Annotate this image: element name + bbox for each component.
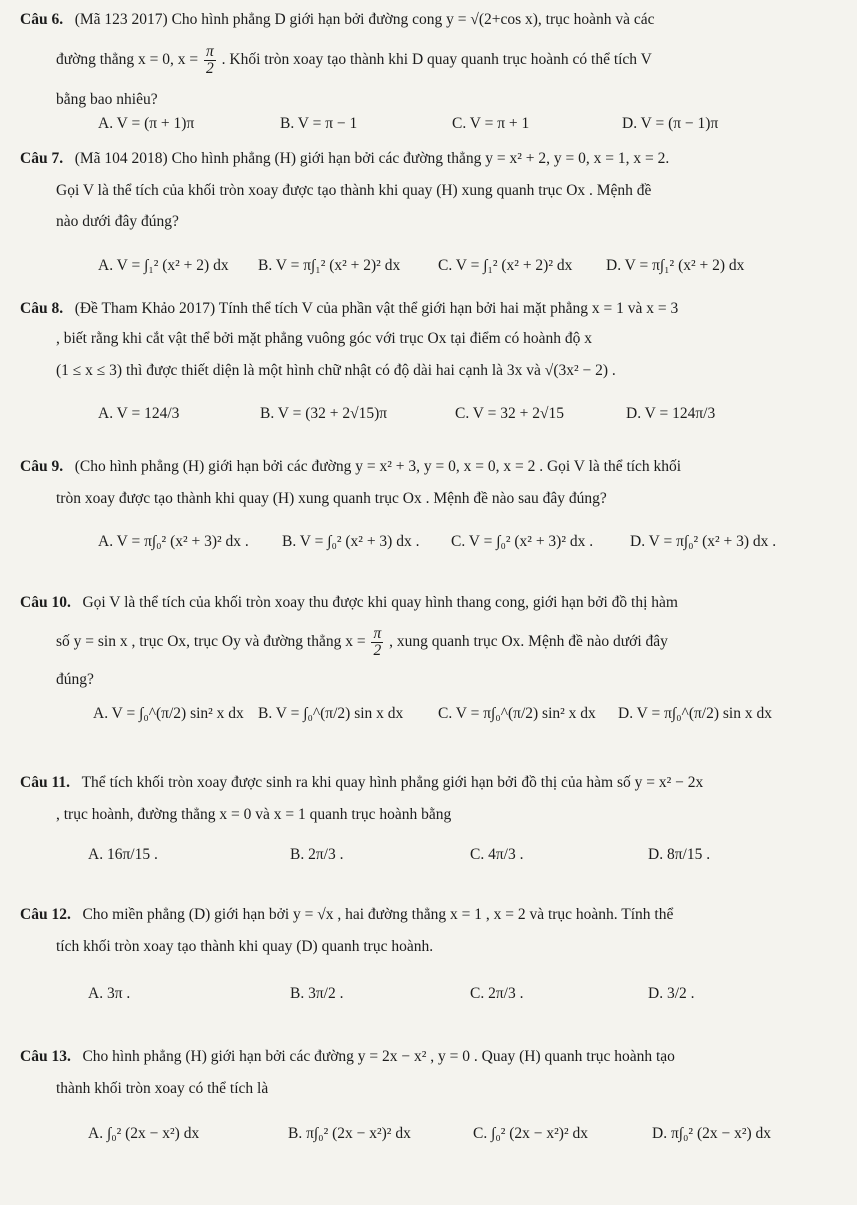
q10-option-b[interactable]: B. V = ∫₀^(π/2) sin x dx: [258, 705, 404, 722]
q6-fraction: $\frac{\pi}{2}$: [206, 43, 214, 77]
q13-option-d[interactable]: D. π∫₀² (2x − x²) dx: [652, 1125, 772, 1142]
q10-text2a: số y = sin x , trục Ox, trục Oy và đường thẳng x =: [56, 633, 366, 651]
q10-line1: [20, 594, 678, 612]
q7-option-c[interactable]: C. V = ∫₁² (x² + 2)² dx: [438, 257, 573, 274]
q9-option-a[interactable]: A. V = π∫₀² (x² + 3)² dx .: [98, 533, 249, 550]
q11-option-a[interactable]: A. 16π/15 .: [88, 846, 158, 863]
q7-option-b[interactable]: B. V = π∫₁² (x² + 2)² dx: [258, 257, 401, 274]
q7-line1: [20, 150, 669, 168]
q9-line1: [20, 458, 681, 476]
q13-line1: [20, 1048, 675, 1066]
q11-line2: , trục hoành, đường thẳng x = 0 và x = 1 quanh trục hoành bằng: [56, 806, 452, 823]
q7-line3: nào dưới đây đúng?: [56, 213, 179, 230]
q8-option-b[interactable]: B. V = (32 + 2√15)π: [260, 405, 388, 422]
q13-label: Câu 13.: [20, 1048, 71, 1065]
q12-label: Câu 12.: [20, 906, 71, 923]
q11-line1: [20, 774, 703, 792]
q11-option-b[interactable]: B. 2π/3 .: [290, 846, 344, 863]
q6-label: Câu 6.: [20, 11, 64, 28]
q11-label: Câu 11.: [20, 774, 70, 791]
q12-option-a[interactable]: A. 3π .: [88, 985, 131, 1002]
q11-option-c[interactable]: C. 4π/3 .: [470, 846, 524, 863]
q6-option-c[interactable]: C. V = π + 1: [452, 115, 530, 132]
q7-option-d[interactable]: D. V = π∫₁² (x² + 2) dx: [606, 257, 745, 274]
q8-option-c[interactable]: C. V = 32 + 2√15: [455, 405, 564, 422]
q6-option-d[interactable]: D. V = (π − 1)π: [622, 115, 719, 132]
q6-text1: (Mã 123 2017) Cho hình phẳng D giới hạn bởi đường cong y = √(2+cos x), trục hoành và các: [74, 11, 655, 28]
q12-option-c[interactable]: C. 2π/3 .: [470, 985, 524, 1002]
q8-label: Câu 8.: [20, 300, 64, 317]
q9-option-c[interactable]: C. V = ∫₀² (x² + 3)² dx .: [451, 533, 594, 550]
q11-text1: Thể tích khối tròn xoay được sinh ra khi quay hình phẳng giới hạn bởi đồ thị của hàm số y = x² − 2x: [81, 774, 704, 791]
q10-option-a[interactable]: A. V = ∫₀^(π/2) sin² x dx: [93, 705, 244, 722]
q11-option-d[interactable]: D. 8π/15 .: [648, 846, 711, 863]
q6-text2b: . Khối tròn xoay tạo thành khi D quay quanh trục hoành có thể tích V: [221, 51, 652, 69]
q6-option-a[interactable]: A. V = (π + 1)π: [98, 115, 195, 132]
q6-line2: [56, 44, 652, 77]
q10-fraction: $\frac{\pi}{2}$: [373, 625, 382, 659]
q13-option-b[interactable]: B. π∫₀² (2x − x²)² dx: [288, 1125, 411, 1142]
q13-line2: thành khối tròn xoay có thể tích là: [56, 1080, 269, 1097]
q10-option-c[interactable]: C. V = π∫₀^(π/2) sin² x dx: [438, 705, 596, 722]
q10-text2b: , xung quanh trục Ox. Mệnh đề nào dưới đây: [389, 633, 668, 651]
q6-line3: bằng bao nhiêu?: [56, 91, 158, 108]
q9-line2: tròn xoay được tạo thành khi quay (H) xung quanh trục Ox . Mệnh đề nào sau đây đúng?: [56, 490, 607, 507]
q6-option-b[interactable]: B. V = π − 1: [280, 115, 358, 132]
q6-line1: [20, 11, 655, 29]
q13-option-a[interactable]: A. ∫₀² (2x − x²) dx: [88, 1125, 200, 1142]
q9-label: Câu 9.: [20, 458, 64, 475]
q8-option-d[interactable]: D. V = 124π/3: [626, 405, 716, 422]
q8-line3: (1 ≤ x ≤ 3) thì được thiết diện là một hình chữ nhật có độ dài hai cạnh là 3x và √(3x² − 2) .: [56, 362, 616, 379]
q7-label: Câu 7.: [20, 150, 64, 167]
q9-option-b[interactable]: B. V = ∫₀² (x² + 3) dx .: [282, 533, 420, 550]
q9-text1: (Cho hình phẳng (H) giới hạn bởi các đường y = x² + 3, y = 0, x = 0, x = 2 . Gọi V là thể tích khối: [74, 458, 682, 475]
q8-option-a[interactable]: A. V = 124/3: [98, 405, 180, 422]
q12-option-d[interactable]: D. 3/2 .: [648, 985, 695, 1002]
q9-option-d[interactable]: D. V = π∫₀² (x² + 3) dx .: [630, 533, 777, 550]
q10-label: Câu 10.: [20, 594, 71, 611]
q12-option-b[interactable]: B. 3π/2 .: [290, 985, 344, 1002]
q10-text1: Gọi V là thể tích của khối tròn xoay thu được khi quay hình thang cong, giới hạn bởi đồ thị hàm: [82, 594, 678, 611]
q13-option-c[interactable]: C. ∫₀² (2x − x²)² dx: [473, 1125, 588, 1142]
q12-line2: tích khối tròn xoay tạo thành khi quay (D) quanh trục hoành.: [56, 938, 434, 955]
q10-option-d[interactable]: D. V = π∫₀^(π/2) sin x dx: [618, 705, 772, 722]
q10-line3: đúng?: [56, 671, 94, 688]
q7-option-a[interactable]: A. V = ∫₁² (x² + 2) dx: [98, 257, 229, 274]
q8-text1: (Đề Tham Khảo 2017) Tính thể tích V của phần vật thể giới hạn bởi hai mặt phẳng x = 1 và x = 3: [74, 300, 679, 317]
q6-text2a: đường thẳng x = 0, x =: [56, 51, 199, 69]
q8-line1: [20, 300, 678, 318]
q8-line2: , biết rằng khi cắt vật thể bởi mặt phẳng vuông góc với trục Ox tại điểm có hoành độ x: [56, 330, 592, 347]
q7-text1: (Mã 104 2018) Cho hình phẳng (H) giới hạn bởi các đường thẳng y = x² + 2, y = 0, x = 1, x = 2.: [74, 150, 670, 167]
q7-line2: Gọi V là thể tích của khối tròn xoay được tạo thành khi quay (H) xung quanh trục Ox . Mệnh đề: [56, 182, 652, 199]
q10-line2: [56, 626, 668, 659]
q12-text1: Cho miền phẳng (D) giới hạn bởi y = √x , hai đường thẳng x = 1 , x = 2 và trục hoành. Tính thể: [82, 906, 674, 923]
q13-text1: Cho hình phẳng (H) giới hạn bởi các đường y = 2x − x² , y = 0 . Quay (H) quanh trục hoành tạo: [82, 1048, 675, 1065]
q12-line1: [20, 906, 673, 924]
